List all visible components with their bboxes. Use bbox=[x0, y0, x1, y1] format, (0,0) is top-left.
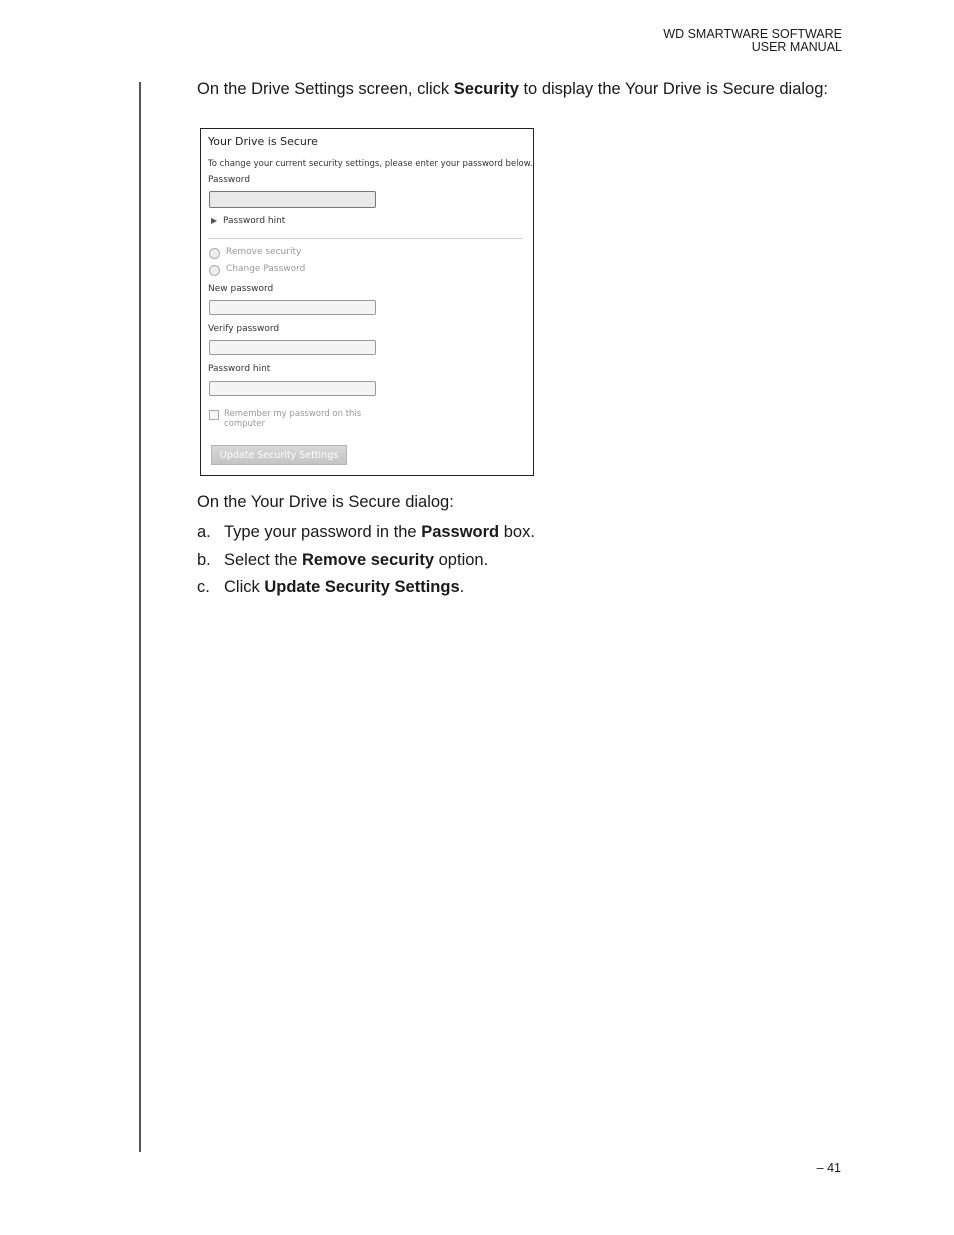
password-hint-label: Password hint bbox=[208, 364, 271, 374]
step-text bbox=[224, 577, 464, 597]
step-marker: b. bbox=[197, 550, 211, 569]
remember-password-label: Remember my password on this computer bbox=[224, 409, 362, 429]
page-number: – 41 bbox=[816, 1161, 841, 1175]
password-label: Password bbox=[208, 175, 251, 185]
step-text-bold: Update Security Settings bbox=[264, 578, 460, 596]
step-text-post: box. bbox=[499, 523, 535, 541]
intro-text-pre: On the Drive Settings screen, click bbox=[197, 80, 454, 98]
step-marker: a. bbox=[197, 523, 211, 541]
password-field[interactable] bbox=[209, 191, 376, 208]
change-password-label: Change Password bbox=[226, 264, 306, 274]
intro-text-post: to display the Your Drive is Secure dialog: bbox=[518, 80, 828, 98]
step-text-pre: Click bbox=[224, 578, 265, 596]
password-hint-field[interactable] bbox=[209, 381, 376, 396]
drive-secure-dialog bbox=[200, 128, 534, 476]
after-dialog-paragraph: On the Your Drive is Secure dialog: bbox=[197, 493, 454, 511]
update-security-settings-button[interactable]: Update Security Settings bbox=[211, 445, 347, 465]
step-text-bold: Remove security bbox=[301, 550, 435, 569]
verify-password-label: Verify password bbox=[208, 324, 280, 334]
step-marker: c. bbox=[197, 578, 210, 596]
margin-rule bbox=[139, 82, 141, 1152]
remember-password-checkbox[interactable] bbox=[209, 410, 219, 420]
new-password-field[interactable] bbox=[209, 300, 376, 315]
running-header bbox=[663, 28, 842, 54]
step-text-pre: Select the bbox=[224, 550, 302, 569]
step-text bbox=[224, 550, 488, 570]
remove-security-radio[interactable] bbox=[209, 248, 220, 259]
dialog-divider bbox=[208, 238, 522, 239]
verify-password-field[interactable] bbox=[209, 340, 376, 355]
header-line-manual: USER MANUAL bbox=[751, 40, 842, 54]
header-line-product: WD SMARTWARE SOFTWARE bbox=[663, 27, 842, 41]
step-text bbox=[224, 522, 535, 542]
dialog-title: Your Drive is Secure bbox=[208, 135, 318, 148]
step-text-post: . bbox=[459, 578, 465, 596]
change-password-radio[interactable] bbox=[209, 265, 220, 276]
intro-paragraph bbox=[197, 79, 837, 99]
triangle-right-icon[interactable]: ▶ bbox=[211, 216, 218, 225]
step-text-bold: Password bbox=[421, 523, 500, 541]
step-text-pre: Type your password in the bbox=[224, 523, 422, 541]
password-hint-toggle[interactable]: Password hint bbox=[223, 216, 286, 226]
dialog-instructions: To change your current security settings, please enter your password below. bbox=[208, 159, 533, 169]
step-text-post: option. bbox=[434, 550, 489, 569]
intro-text-bold: Security bbox=[453, 80, 519, 98]
new-password-label: New password bbox=[208, 284, 274, 294]
remove-security-label: Remove security bbox=[226, 247, 302, 257]
